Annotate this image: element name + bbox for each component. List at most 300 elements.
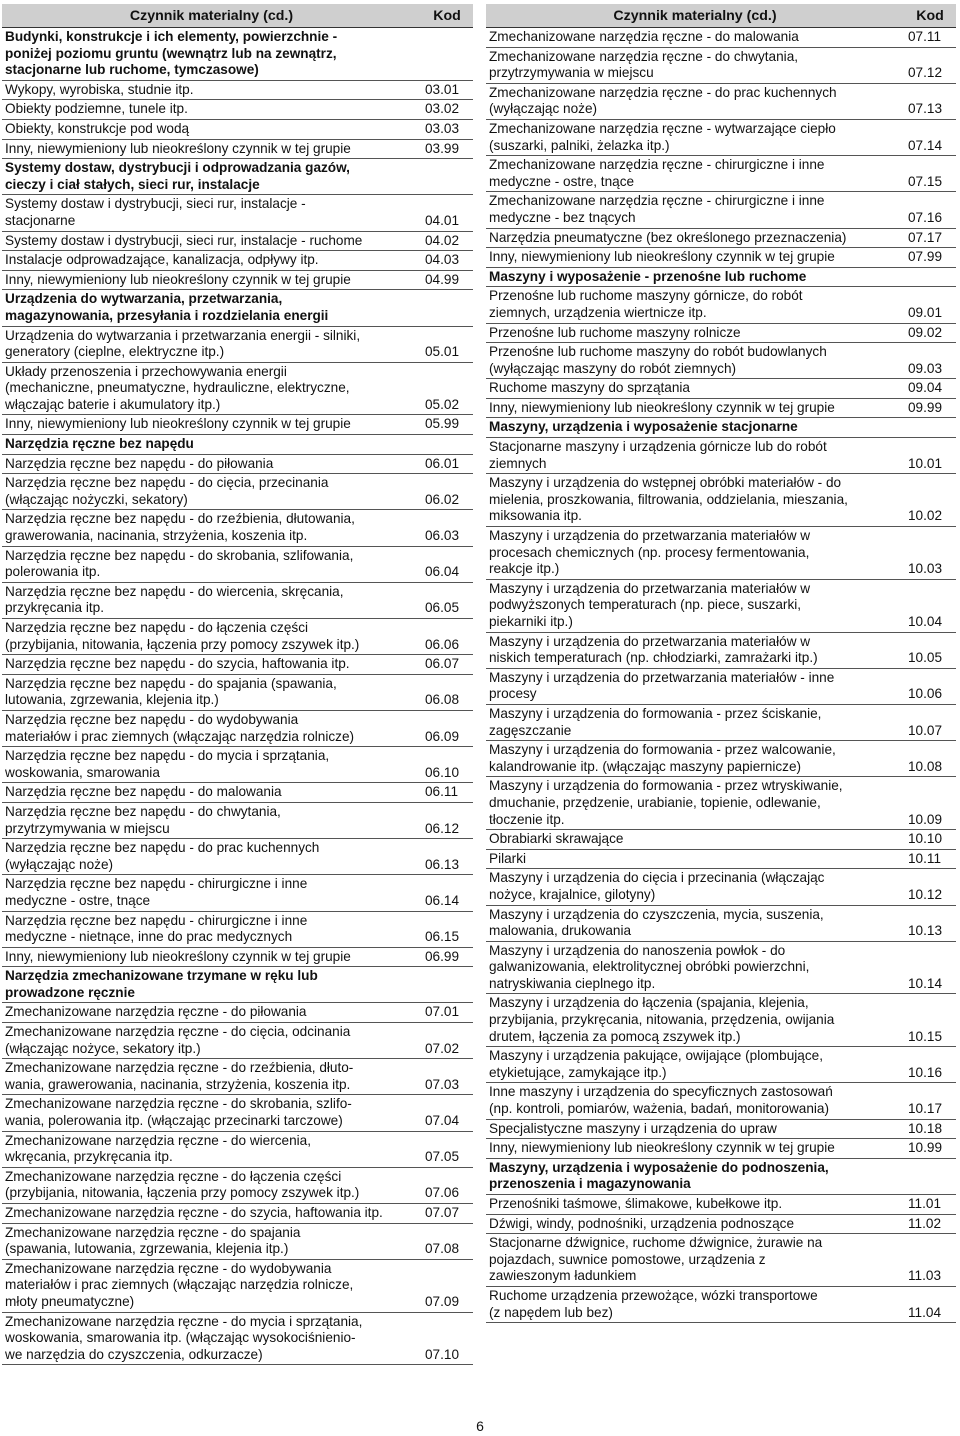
factor-description (2, 415, 421, 435)
table-row (2, 251, 473, 271)
table-row (2, 80, 473, 100)
factor-code: 10.18 (904, 1119, 956, 1139)
table-row (2, 362, 473, 415)
table-row (2, 674, 473, 710)
factor-code: 07.11 (904, 28, 956, 48)
header-code: Kod (904, 4, 956, 28)
factor-description (486, 398, 904, 418)
factor-description (486, 47, 904, 83)
factor-code: 06.14 (421, 875, 473, 911)
factor-code: 07.09 (421, 1259, 473, 1312)
table-row (2, 1259, 473, 1312)
factor-description (2, 510, 421, 546)
section-title (2, 159, 473, 195)
factor-description (2, 195, 421, 231)
factor-code: 09.01 (904, 287, 956, 323)
factor-description-text: Ruchome maszyny do sprzątania (489, 380, 690, 396)
factor-code: 10.13 (904, 905, 956, 941)
table-row (486, 343, 956, 379)
page-number: 6 (476, 1418, 484, 1434)
factor-description (2, 454, 421, 474)
factor-code: 06.05 (421, 582, 473, 618)
factor-description-text: Zmechanizowane narzędzia ręczne - chirurgiczne i inne medyczne - ostre, tnące (489, 157, 825, 189)
factor-description (2, 119, 421, 139)
factor-description (486, 741, 904, 777)
section-header-row (2, 159, 473, 195)
factor-description (486, 83, 904, 119)
section-title (2, 290, 473, 326)
factor-code: 07.17 (904, 228, 956, 248)
factor-code: 10.01 (904, 438, 956, 474)
factor-code: 10.16 (904, 1047, 956, 1083)
factor-description (486, 1234, 904, 1287)
factor-code: 09.04 (904, 379, 956, 399)
factor-code: 06.99 (421, 947, 473, 967)
factor-description-text: Maszyny i urządzenia do wstępnej obróbki materiałów - do mielenia, proszkowania, filtrowania, oddzielania, mieszania, miksowania itp. (489, 475, 848, 524)
factor-code: 11.04 (904, 1286, 956, 1322)
factor-code: 06.10 (421, 747, 473, 783)
factor-code: 06.04 (421, 546, 473, 582)
table-row (2, 510, 473, 546)
factor-description-text: Narzędzia ręczne bez napędu - do wydobywania materiałów i prac ziemnych (włączając narzędzia rolnicze) (5, 711, 355, 744)
factor-code: 10.07 (904, 704, 956, 740)
factor-description (486, 119, 904, 155)
table-row (2, 100, 473, 120)
table-row (2, 139, 473, 159)
header-code: Kod (421, 4, 473, 28)
left-column (2, 4, 473, 1365)
factor-description-text: Przenośne lub ruchome maszyny do robót budowlanych (wyłączając maszyny do robót ziemnych) (489, 344, 827, 376)
factor-description-text: Narzędzia ręczne bez napędu - do wiercenia, skręcania, przykręcania itp. (5, 583, 344, 616)
factor-code: 05.99 (421, 415, 473, 435)
factor-description-text: Inny, niewymieniony lub nieokreślony czynnik w tej grupie (489, 249, 835, 265)
factor-code: 06.03 (421, 510, 473, 546)
table-row (2, 270, 473, 290)
factor-code: 07.05 (421, 1131, 473, 1167)
factor-code: 10.99 (904, 1139, 956, 1159)
factor-description (486, 941, 904, 994)
factor-description-text: Narzędzia ręczne bez napędu - chirurgiczne i inne medyczne - nietnące, inne do prac medycznych (5, 912, 308, 945)
factor-code: 06.09 (421, 710, 473, 746)
table-row (486, 47, 956, 83)
factor-code: 06.06 (421, 619, 473, 655)
factor-description-text: Systemy dostaw i dystrybucji, sieci rur, instalacje - stacjonarne (5, 196, 306, 228)
factor-description (486, 905, 904, 941)
factor-code: 10.15 (904, 994, 956, 1047)
factor-description-text: Inne maszyny i urządzenia do specyficznych zastosowań (np. kontroli, pomiarów, ważenia, badań, monitorowania) (489, 1084, 833, 1117)
factor-description (2, 619, 421, 655)
table-row (2, 231, 473, 251)
section-header-row (2, 28, 473, 81)
factor-description-text: Narzędzia ręczne bez napędu - do prac kuchennych (wyłączając noże) (5, 840, 320, 872)
factor-description (486, 323, 904, 343)
factor-description-text: Zmechanizowane narzędzia ręczne - do malowania (489, 29, 799, 44)
factor-description (2, 655, 421, 675)
factor-description (2, 1059, 421, 1095)
factor-description (2, 1312, 421, 1365)
factor-description (486, 777, 904, 830)
table-row (2, 875, 473, 911)
section-title (2, 435, 473, 455)
factor-code: 07.10 (421, 1312, 473, 1365)
factor-description (486, 668, 904, 704)
table-row (2, 1023, 473, 1059)
table-row (486, 668, 956, 704)
factor-code: 07.99 (904, 248, 956, 268)
table-row (2, 474, 473, 510)
factor-description (2, 231, 421, 251)
factor-code: 06.11 (421, 783, 473, 803)
section-title (2, 967, 473, 1003)
left-table (2, 4, 473, 1365)
factor-code: 07.12 (904, 47, 956, 83)
factor-description-text: Urządzenia do wytwarzania i przetwarzania energii - silniki, generatory (cieplne, elektryczne itp.) (5, 327, 361, 360)
factor-description-text: Stacjonarne maszyny i urządzenia górnicze lub do robót ziemnych (489, 439, 827, 471)
factor-description-text: Maszyny i urządzenia do przetwarzania materiałów - inne procesy (489, 669, 835, 702)
table-row (486, 1234, 956, 1287)
section-header-row (486, 267, 956, 287)
section-header-row (486, 1158, 956, 1194)
factor-description-text: Zmechanizowane narzędzia ręczne - wytwarzające ciepło (suszarki, palniki, żelazka itp.) (489, 120, 836, 153)
factor-description-text: Układy przenoszenia i przechowywania energii (mechaniczne, pneumatyczne, hydrauliczne, elektryczne, włączając baterie i akumulatory itp.) (5, 363, 350, 412)
table-row (2, 1204, 473, 1224)
factor-code: 11.01 (904, 1195, 956, 1215)
factor-code: 06.07 (421, 655, 473, 675)
factor-description-text: Obrabiarki skrawające (489, 831, 624, 847)
factor-code: 06.08 (421, 674, 473, 710)
factor-description (2, 1131, 421, 1167)
section-title (2, 28, 473, 81)
factor-description (2, 1167, 421, 1203)
factor-description-text: Narzędzia ręczne bez napędu - do spajania (spawania, lutowania, zgrzewania, klejenia itp.) (5, 675, 337, 708)
factor-description (486, 1139, 904, 1159)
table-row (486, 1286, 956, 1322)
section-title-text: Maszyny i wyposażenie - przenośne lub ruchome (489, 268, 807, 284)
left-table-body (2, 28, 473, 1365)
factor-description (2, 546, 421, 582)
section-title (486, 1158, 956, 1194)
factor-description-text: Specjalistyczne maszyny i urządzenia do upraw (489, 1120, 777, 1136)
factor-description (486, 1195, 904, 1215)
factor-description-text: Zmechanizowane narzędzia ręczne - do cięcia, odcinania (włączając nożyce, sekatory itp.) (5, 1024, 351, 1056)
factor-description-text: Zmechanizowane narzędzia ręczne - do szycia, haftowania itp. (5, 1205, 383, 1220)
table-row (486, 287, 956, 323)
factor-description-text: Przenośniki taśmowe, ślimakowe, kubełkowe itp. (489, 1196, 783, 1211)
factor-code: 10.05 (904, 632, 956, 668)
factor-description-text: Stacjonarne dźwignice, ruchome dźwignice, żurawie na pojazdach, suwnice pomostowe, urządzenia z zawieszonym ładunkiem (489, 1235, 823, 1284)
factor-description-text: Ruchome urządzenia przewożące, wózki transportowe (z napędem lub bez) (489, 1287, 818, 1320)
table-row (486, 248, 956, 268)
table-row (2, 619, 473, 655)
table-row (486, 994, 956, 1047)
factor-code: 07.08 (421, 1223, 473, 1259)
factor-description-text: Inny, niewymieniony lub nieokreślony czynnik w tej grupie (5, 271, 351, 287)
factor-description-text: Zmechanizowane narzędzia ręczne - do spajania (spawania, lutowania, zgrzewania, klejenia itp.) (5, 1224, 301, 1257)
factor-description-text: Narzędzia ręczne bez napędu - do skrobania, szlifowania, polerowania itp. (5, 547, 354, 580)
factor-code: 09.02 (904, 323, 956, 343)
factor-description (486, 1214, 904, 1234)
factor-description (2, 710, 421, 746)
factor-description (2, 80, 421, 100)
factor-description (486, 994, 904, 1047)
factor-description (486, 228, 904, 248)
factor-code: 10.06 (904, 668, 956, 704)
factor-description-text: Narzędzia pneumatyczne (bez określonego przeznaczenia) (489, 229, 847, 245)
section-header-row (486, 418, 956, 438)
factor-code: 10.11 (904, 849, 956, 869)
table-row (2, 1131, 473, 1167)
table-row (2, 119, 473, 139)
factor-code: 05.01 (421, 326, 473, 362)
factor-code: 07.06 (421, 1167, 473, 1203)
table-row (2, 1059, 473, 1095)
table-row (486, 1139, 956, 1159)
factor-code: 06.15 (421, 911, 473, 947)
factor-description-text: Zmechanizowane narzędzia ręczne - do piłowania (5, 1004, 307, 1020)
factor-code: 07.13 (904, 83, 956, 119)
factor-code: 03.03 (421, 119, 473, 139)
right-table-body (486, 28, 956, 1323)
factor-description (2, 802, 421, 838)
factor-description-text: Obiekty podziemne, tunele itp. (5, 101, 188, 117)
factor-description-text: Narzędzia ręczne bez napędu - do piłowania (5, 455, 274, 471)
factor-code: 07.03 (421, 1059, 473, 1095)
factor-description (486, 1286, 904, 1322)
table-row (486, 398, 956, 418)
factor-description-text: Maszyny i urządzenia do przetwarzania materiałów w podwyższonych temperaturach (np. piece, suszarki, piekarniki itp.) (489, 580, 811, 629)
table-row (486, 1195, 956, 1215)
table-row (486, 119, 956, 155)
factor-description (486, 579, 904, 632)
factor-description (2, 326, 421, 362)
factor-description (2, 1223, 421, 1259)
factor-description-text: Maszyny i urządzenia do czyszczenia, mycia, suszenia, malowania, drukowania (489, 906, 824, 939)
table-row (486, 1047, 956, 1083)
table-row (2, 454, 473, 474)
table-row (2, 783, 473, 803)
table-header (2, 4, 473, 28)
factor-description (2, 1023, 421, 1059)
table-row (486, 1083, 956, 1119)
factor-description-text: Przenośne lub ruchome maszyny rolnicze (489, 324, 741, 340)
factor-code: 06.12 (421, 802, 473, 838)
section-title (486, 267, 956, 287)
factor-code: 04.99 (421, 270, 473, 290)
factor-code: 10.10 (904, 830, 956, 850)
factor-description-text: Narzędzia ręczne bez napędu - do malowania (5, 784, 282, 800)
factor-description-text: Maszyny i urządzenia do formowania - przez wtryskiwanie, dmuchanie, przędzenie, urabianie, topienie, odlewanie, tłoczenie itp. (489, 778, 843, 827)
factor-description-text: Narzędzia ręczne bez napędu - do mycia i sprzątania, woskowania, smarowania (5, 748, 330, 780)
factor-code: 03.01 (421, 80, 473, 100)
table-row (2, 546, 473, 582)
factor-description-text: Inny, niewymieniony lub nieokreślony czynnik w tej grupie (489, 399, 835, 415)
factor-description (2, 1003, 421, 1023)
factor-description-text: Zmechanizowane narzędzia ręczne - do chwytania, przytrzymywania w miejscu (489, 48, 799, 81)
factor-description-text: Zmechanizowane narzędzia ręczne - do skrobania, szlifo- wania, polerowania itp. (włączając przecinarki tarczowe) (5, 1096, 352, 1129)
factor-description-text: Przenośne lub ruchome maszyny górnicze, do robót ziemnych, urządzenia wiertnicze itp. (489, 288, 803, 320)
table-row (486, 323, 956, 343)
factor-description (486, 438, 904, 474)
factor-code: 07.14 (904, 119, 956, 155)
factor-description-text: Maszyny i urządzenia do nanoszenia powłok - do galwanizowania, elektrolitycznej obróbki powierzchni, natryskiwania cieplnego itp. (489, 942, 810, 991)
factor-description-text: Zmechanizowane narzędzia ręczne - chirurgiczne i inne medyczne - bez tnących (489, 193, 825, 225)
factor-code: 05.02 (421, 362, 473, 415)
factor-description (2, 362, 421, 415)
factor-description-text: Systemy dostaw i dystrybucji, sieci rur, instalacje - ruchome (5, 232, 363, 248)
factor-description-text: Zmechanizowane narzędzia ręczne - do prac kuchennych (wyłączając noże) (489, 84, 837, 117)
factor-description-text: Narzędzia ręczne bez napędu - do chwytania, przytrzymywania w miejscu (5, 803, 281, 836)
factor-description (2, 139, 421, 159)
factor-code: 10.04 (904, 579, 956, 632)
table-row (486, 869, 956, 905)
table-row (486, 741, 956, 777)
table-row (486, 777, 956, 830)
factor-description (486, 632, 904, 668)
factor-code: 04.01 (421, 195, 473, 231)
factor-description (2, 582, 421, 618)
factor-code: 11.02 (904, 1214, 956, 1234)
factor-description (2, 875, 421, 911)
factor-code: 10.17 (904, 1083, 956, 1119)
section-header-row (2, 290, 473, 326)
factor-code: 07.07 (421, 1204, 473, 1224)
factor-description (2, 1095, 421, 1131)
table-row (486, 527, 956, 580)
factor-description (486, 287, 904, 323)
table-header (486, 4, 956, 28)
factor-description (486, 379, 904, 399)
table-row (2, 1312, 473, 1365)
section-title (486, 418, 956, 438)
section-title-text: Maszyny, urządzenia i wyposażenie do podnoszenia, przenoszenia i magazynowania (489, 1159, 829, 1192)
factor-code: 09.99 (904, 398, 956, 418)
table-row (2, 839, 473, 875)
right-column (486, 4, 956, 1323)
factor-description-text: Zmechanizowane narzędzia ręczne - do wiercenia, wkręcania, przykręcania itp. (5, 1132, 312, 1165)
table-row (486, 849, 956, 869)
factor-code: 11.03 (904, 1234, 956, 1287)
table-row (2, 1003, 473, 1023)
table-row (486, 632, 956, 668)
table-row (486, 704, 956, 740)
factor-code: 10.12 (904, 869, 956, 905)
factor-description-text: Maszyny i urządzenia do przetwarzania materiałów w niskich temperaturach (np. chłodziarki, zamrażarki itp.) (489, 633, 818, 666)
table-row (486, 1214, 956, 1234)
section-header-row (2, 435, 473, 455)
factor-code: 07.04 (421, 1095, 473, 1131)
factor-code: 07.16 (904, 192, 956, 228)
factor-description (2, 474, 421, 510)
factor-description-text: Dźwigi, windy, podnośniki, urządzenia podnoszące (489, 1215, 795, 1231)
factor-description-text: Maszyny i urządzenia do przetwarzania materiałów w procesach chemicznych (np. procesy fermentowania, reakcje itp.) (489, 528, 811, 577)
factor-code: 10.02 (904, 474, 956, 527)
factor-code: 06.13 (421, 839, 473, 875)
factor-description-text: Maszyny i urządzenia do formowania - przez walcowanie, kalandrowanie itp. (włączając maszyny papiernicze) (489, 742, 836, 774)
factor-description-text: Zmechanizowane narzędzia ręczne - do mycia i sprzątania, woskowania, smarowania itp. (włączając wysokociśnienio- we narzędzia do czyszczenia, odkurzacze) (5, 1313, 363, 1362)
factor-description-text: Zmechanizowane narzędzia ręczne - do rzeźbienia, dłuto- wania, grawerowania, nacinania, strzyżenia, koszenia itp. (5, 1060, 354, 1092)
factor-description (2, 911, 421, 947)
factor-description (2, 270, 421, 290)
factor-description (2, 1204, 421, 1224)
table-row (2, 1095, 473, 1131)
factor-code: 09.03 (904, 343, 956, 379)
factor-description (486, 1047, 904, 1083)
factor-description (486, 830, 904, 850)
factor-description-text: Maszyny i urządzenia pakujące, owijające (plombujące, etykietujące, zamykające itp.) (489, 1048, 823, 1080)
table-row (2, 415, 473, 435)
section-title-text: Systemy dostaw, dystrybucji i odprowadzania gazów, cieczy i ciał stałych, sieci rur, instalacje (5, 160, 350, 192)
table-row (2, 1223, 473, 1259)
table-row (486, 379, 956, 399)
factor-description-text: Zmechanizowane narzędzia ręczne - do łączenia części (przybijania, nitowania, łączenia przy pomocy zszywek itp.) (5, 1168, 360, 1201)
factor-code: 10.14 (904, 941, 956, 994)
factor-description (2, 251, 421, 271)
factor-description-text: Instalacje odprowadzające, kanalizacja, odpływy itp. (5, 252, 319, 268)
factor-description (486, 28, 904, 48)
table-row (2, 802, 473, 838)
section-header-row (2, 967, 473, 1003)
table-row (2, 655, 473, 675)
factor-code: 03.99 (421, 139, 473, 159)
table-row (486, 228, 956, 248)
factor-code: 03.02 (421, 100, 473, 120)
factor-description-text: Narzędzia ręczne bez napędu - do szycia, haftowania itp. (5, 656, 350, 672)
section-title-text: Narzędzia zmechanizowane trzymane w ręku lub prowadzone ręcznie (5, 968, 318, 1000)
table-row (2, 747, 473, 783)
factor-description (486, 192, 904, 228)
factor-description (486, 156, 904, 192)
table-row (2, 326, 473, 362)
factor-description-text: Zmechanizowane narzędzia ręczne - do wydobywania materiałów i prac ziemnych (włączając narzędzia rolnicze, młoty pneumatyczne) (5, 1260, 354, 1309)
factor-description-text: Pilarki (489, 850, 527, 866)
section-title-text: Urządzenia do wytwarzania, przetwarzania, magazynowania, przesyłania i rozdzielania energii (5, 291, 329, 323)
factor-description-text: Narzędzia ręczne bez napędu - chirurgiczne i inne medyczne - ostre, tnące (5, 876, 308, 908)
table-row (486, 192, 956, 228)
factor-code: 10.08 (904, 741, 956, 777)
factor-description (2, 839, 421, 875)
table-row (486, 156, 956, 192)
factor-description-text: Obiekty, konstrukcje pod wodą (5, 120, 190, 136)
factor-description-text: Maszyny i urządzenia do cięcia i przecinania (włączając nożyce, krajalnice, gilotyny) (489, 870, 825, 902)
table-row (486, 28, 956, 48)
table-row (486, 830, 956, 850)
factor-description (486, 1083, 904, 1119)
factor-description-text: Narzędzia ręczne bez napędu - do łączenia części (przybijania, nitowania, łączenia przy pomocy zszywek itp.) (5, 620, 360, 652)
factor-description (2, 747, 421, 783)
factor-description-text: Maszyny i urządzenia do łączenia (spajania, klejenia, przybijania, przykręcania, nitowania, przędzenia, owijania drutem, łączenia za pomocą zszywek itp.) (489, 995, 835, 1044)
factor-description-text: Narzędzia ręczne bez napędu - do rzeźbienia, dłutowania, grawerowania, nacinania, strzyżenia, koszenia itp. (5, 511, 355, 544)
factor-description (486, 849, 904, 869)
factor-description (486, 343, 904, 379)
factor-code: 10.09 (904, 777, 956, 830)
section-title-text: Narzędzia ręczne bez napędu (5, 436, 194, 452)
table-row (486, 438, 956, 474)
factor-code: 04.03 (421, 251, 473, 271)
table-row (486, 941, 956, 994)
factor-code: 07.01 (421, 1003, 473, 1023)
factor-description-text: Inny, niewymieniony lub nieokreślony czynnik w tej grupie (5, 416, 351, 432)
table-row (2, 911, 473, 947)
factor-code: 10.03 (904, 527, 956, 580)
table-row (486, 83, 956, 119)
factor-description (2, 1259, 421, 1312)
factor-description (486, 527, 904, 580)
table-row (486, 474, 956, 527)
table-row (486, 579, 956, 632)
table-row (486, 1119, 956, 1139)
table-row (2, 947, 473, 967)
right-table (486, 4, 956, 1323)
